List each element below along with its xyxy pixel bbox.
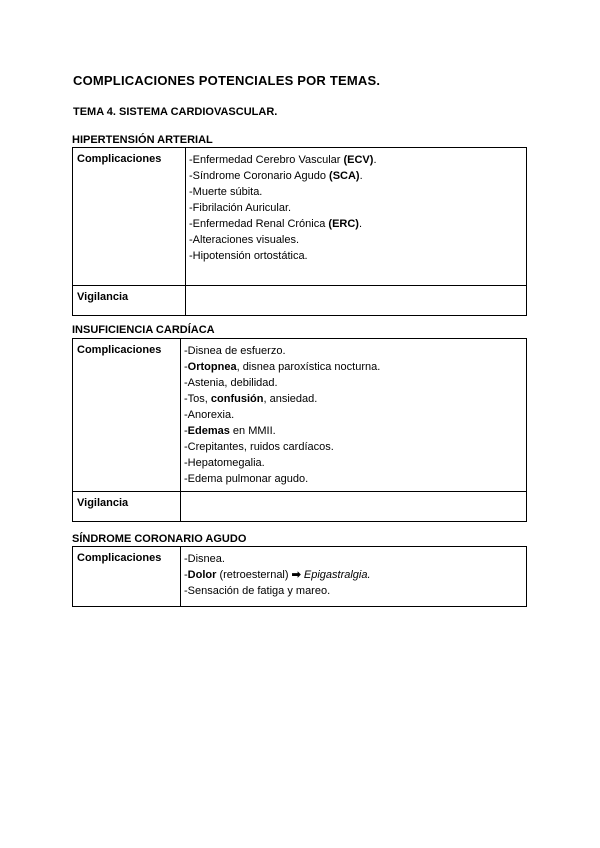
complication-item: -Dolor (retroesternal) ➡ Epigastralgia. (184, 569, 371, 581)
complications-cell (181, 339, 527, 492)
complication-item: -Edemas en MMII. (184, 425, 276, 437)
row-label: Complicaciones (73, 148, 186, 286)
complication-item: -Anorexia. (184, 409, 235, 421)
complication-item: -Sensación de fatiga y mareo. (184, 585, 331, 597)
topic-title: TEMA 4. SISTEMA CARDIOVASCULAR. (73, 106, 278, 118)
section-heading-sca: SÍNDROME CORONARIO AGUDO (72, 533, 247, 545)
table-row (73, 547, 527, 607)
section-heading-hipertension: HIPERTENSIÓN ARTERIAL (72, 134, 213, 146)
complication-item: -Tos, confusión, ansiedad. (184, 393, 318, 405)
row-label: Complicaciones (73, 339, 181, 492)
table-hipertension (72, 147, 527, 316)
row-label: Vigilancia (73, 492, 181, 522)
complication-item: -Muerte súbita. (189, 186, 263, 198)
complication-item: -Síndrome Coronario Agudo (SCA). (189, 170, 363, 182)
section-heading-insuficiencia: INSUFICIENCIA CARDÍACA (72, 324, 215, 336)
complications-cell (181, 547, 527, 607)
table-row (73, 148, 527, 286)
complication-item: -Enfermedad Renal Crónica (ERC). (189, 218, 363, 230)
complication-item: -Enfermedad Cerebro Vascular (ECV). (189, 154, 377, 166)
complication-item: -Crepitantes, ruidos cardíacos. (184, 441, 334, 453)
complication-item: -Edema pulmonar agudo. (184, 473, 309, 485)
row-label: Vigilancia (73, 286, 186, 316)
complication-item: -Astenia, debilidad. (184, 377, 278, 389)
complications-cell (186, 148, 527, 286)
complication-item: -Disnea. (184, 553, 225, 565)
vigilance-cell (181, 492, 527, 522)
complication-item: -Ortopnea, disnea paroxística nocturna. (184, 361, 381, 373)
table-row (73, 286, 527, 316)
table-row (73, 339, 527, 492)
complication-item: -Alteraciones visuales. (189, 234, 300, 246)
complication-item: -Fibrilación Auricular. (189, 202, 292, 214)
complication-item: -Hipotensión ortostática. (189, 250, 308, 262)
row-label: Complicaciones (73, 547, 181, 607)
vigilance-cell (186, 286, 527, 316)
table-insuficiencia (72, 338, 527, 522)
table-row (73, 492, 527, 522)
complication-item: -Disnea de esfuerzo. (184, 345, 286, 357)
page-title: COMPLICACIONES POTENCIALES POR TEMAS. (73, 73, 381, 88)
complication-item: -Hepatomegalia. (184, 457, 265, 469)
table-sca (72, 546, 527, 607)
